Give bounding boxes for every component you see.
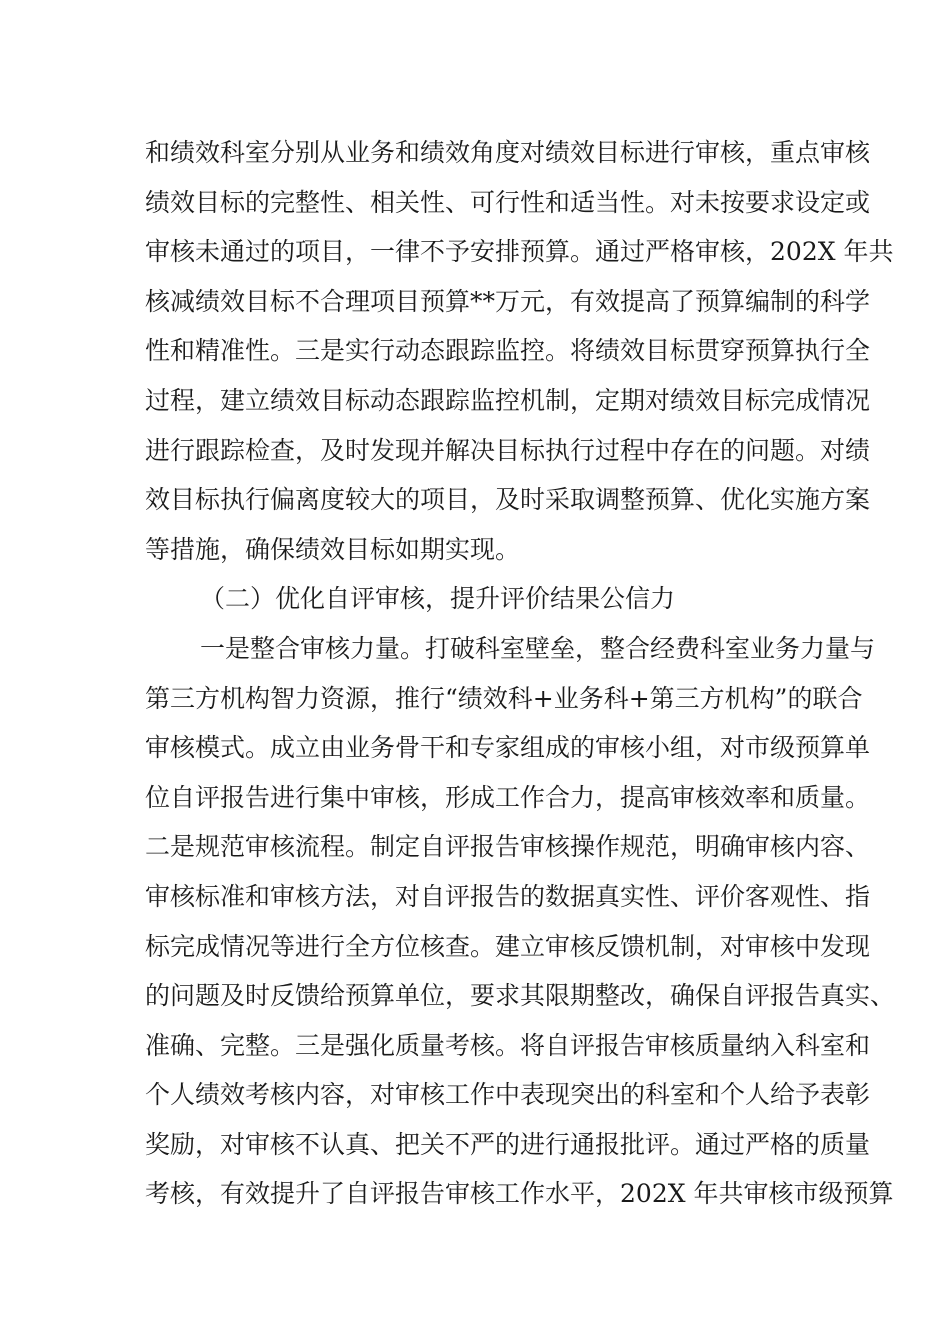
body-line: 奖励，对审核不认真、把关不严的进行通报批评。通过严格的质量	[145, 1129, 871, 1159]
body-line: 审核标准和审核方法，对自评报告的数据真实性、评价客观性、指	[145, 881, 871, 911]
body-line: 过程，建立绩效目标动态跟踪监控机制，定期对绩效目标完成情况	[145, 385, 871, 415]
paragraph-first-line: 一是整合审核力量。打破科室壁垒，整合经费科室业务力量与	[200, 633, 876, 663]
body-line: 和绩效科室分别从业务和绩效角度对绩效目标进行审核，重点审核	[145, 138, 871, 167]
body-line: 位自评报告进行集中审核，形成工作合力，提高审核效率和质量。	[145, 782, 871, 812]
body-line: 审核未通过的项目，一律不予安排预算。通过严格审核，202X 年共	[145, 237, 894, 267]
body-line: 等措施，确保绩效目标如期实现。	[145, 534, 521, 564]
body-line: 准确、完整。三是强化质量考核。将自评报告审核质量纳入科室和	[145, 1030, 871, 1060]
body-line: 个人绩效考核内容，对审核工作中表现突出的科室和个人给予表彰	[145, 1080, 871, 1110]
section-heading: （二）优化自评审核，提升评价结果公信力	[200, 584, 676, 614]
body-line: 的问题及时反馈给预算单位，要求其限期整改，确保自评报告真实、	[145, 981, 896, 1011]
body-line: 审核模式。成立由业务骨干和专家组成的审核小组，对市级预算单	[145, 733, 871, 763]
body-line: 性和精准性。三是实行动态跟踪监控。将绩效目标贯穿预算执行全	[145, 336, 871, 366]
body-line: 标完成情况等进行全方位核查。建立审核反馈机制，对审核中发现	[145, 931, 871, 961]
body-line: 二是规范审核流程。制定自评报告审核操作规范，明确审核内容、	[145, 832, 871, 862]
body-line: 效目标执行偏离度较大的项目，及时采取调整预算、优化实施方案	[145, 485, 871, 515]
body-line: 绩效目标的完整性、相关性、可行性和适当性。对未按要求设定或	[145, 187, 871, 217]
body-line: 考核，有效提升了自评报告审核工作水平，202X 年共审核市级预算	[145, 1179, 894, 1209]
document-body	[145, 128, 896, 1219]
body-line: 第三方机构智力资源，推行“绩效科+业务科+第三方机构”的联合	[145, 683, 863, 713]
body-line: 核减绩效目标不合理项目预算**万元，有效提高了预算编制的科学	[145, 286, 871, 316]
body-line: 进行跟踪检查，及时发现并解决目标执行过程中存在的问题。对绩	[145, 435, 871, 465]
